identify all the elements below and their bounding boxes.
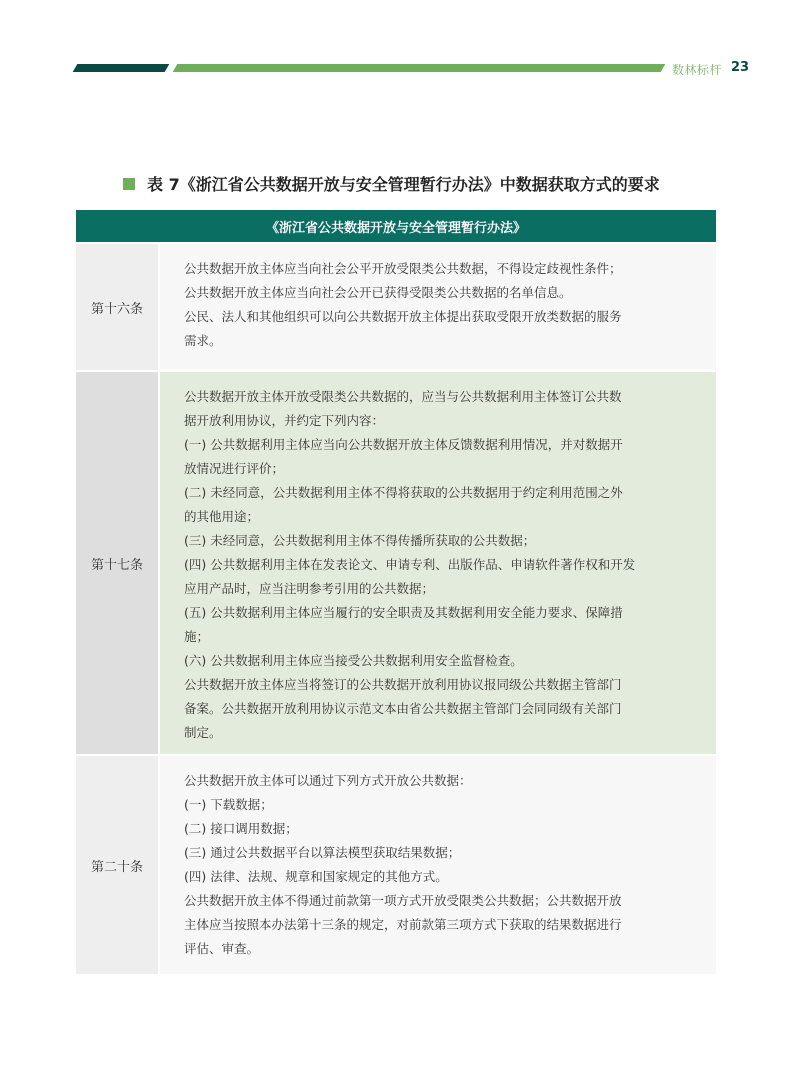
caption-square-icon bbox=[123, 178, 135, 190]
content-line: (二) 未经同意，公共数据利用主体不得将获取的公共数据用于约定利用范围之外 bbox=[184, 485, 623, 500]
content-line: 制定。 bbox=[184, 725, 222, 740]
article-label: 第十七条 bbox=[76, 372, 158, 754]
content-line: 公共数据开放主体应当向社会公开已获得受限类公共数据的名单信息。 bbox=[184, 285, 572, 300]
content-line: 主体应当按照本办法第十三条的规定，对前款第三项方式下获取的结果数据进行 bbox=[184, 917, 622, 932]
table-row bbox=[76, 754, 716, 974]
content-line: 公共数据开放主体应当将签订的公共数据开放利用协议报同级公共数据主管部门 bbox=[184, 677, 622, 692]
article-label: 第二十条 bbox=[76, 756, 158, 974]
table-row bbox=[76, 242, 716, 370]
content-line: 公民、法人和其他组织可以向公共数据开放主体提出获取受限开放类数据的服务 bbox=[184, 309, 622, 324]
content-line: (六) 公共数据利用主体应当接受公共数据利用安全监督检查。 bbox=[184, 653, 523, 668]
content-line: (五) 公共数据利用主体应当履行的安全职责及其数据利用安全能力要求、保障措 bbox=[184, 605, 623, 620]
content-line: (一) 公共数据利用主体应当向公共数据开放主体反馈数据利用情况，并对数据开 bbox=[184, 437, 623, 452]
section-label: 数林标杆 bbox=[672, 63, 723, 77]
content-line: (四) 法律、法规、规章和国家规定的其他方式。 bbox=[184, 869, 448, 884]
content-line: 应用产品时，应当注明参考引用的公共数据； bbox=[184, 581, 435, 596]
content-line: (二) 接口调用数据； bbox=[184, 821, 298, 836]
content-line: (三) 未经同意，公共数据利用主体不得传播所获取的公共数据； bbox=[184, 533, 536, 548]
table-caption-text: 表 7《浙江省公共数据开放与安全管理暂行办法》中数据获取方式的要求 bbox=[147, 175, 660, 194]
article-content bbox=[158, 756, 716, 974]
content-line: 施； bbox=[184, 629, 210, 644]
article-content bbox=[158, 244, 716, 370]
content-line: 公共数据开放主体可以通过下列方式开放公共数据： bbox=[184, 773, 472, 788]
content-line: 公共数据开放主体开放受限类公共数据的，应当与公共数据利用主体签订公共数 bbox=[184, 389, 622, 404]
content-line: (一) 下载数据； bbox=[184, 797, 273, 812]
table-row bbox=[76, 370, 716, 754]
content-line: 据开放利用协议，并约定下列内容： bbox=[184, 413, 385, 428]
content-line: 备案。公共数据开放利用协议示范文本由省公共数据主管部门会同同级有关部门 bbox=[184, 701, 622, 716]
content-line: 公共数据开放主体应当向社会公平开放受限类公共数据，不得设定歧视性条件； bbox=[184, 261, 622, 276]
table-caption bbox=[123, 172, 660, 195]
article-content bbox=[158, 372, 716, 754]
content-line: 公共数据开放主体不得通过前款第一项方式开放受限类公共数据；公共数据开放 bbox=[184, 893, 622, 908]
content-line: (四) 公共数据利用主体在发表论文、申请专利、出版作品、申请软件著作权和开发 bbox=[184, 557, 636, 572]
header-bar-green bbox=[173, 64, 666, 72]
content-line: 需求。 bbox=[184, 333, 222, 348]
table-header: 《浙江省公共数据开放与安全管理暂行办法》 bbox=[76, 210, 716, 242]
article-label: 第十六条 bbox=[76, 244, 158, 370]
regulation-table bbox=[76, 210, 716, 974]
content-line: 的其他用途； bbox=[184, 509, 260, 524]
content-line: (三) 通过公共数据平台以算法模型获取结果数据； bbox=[184, 845, 461, 860]
header-bar-dark bbox=[73, 64, 170, 72]
content-line: 评估、审查。 bbox=[184, 941, 260, 956]
content-line: 放情况进行评价； bbox=[184, 461, 285, 476]
page-number: 23 bbox=[731, 60, 750, 75]
